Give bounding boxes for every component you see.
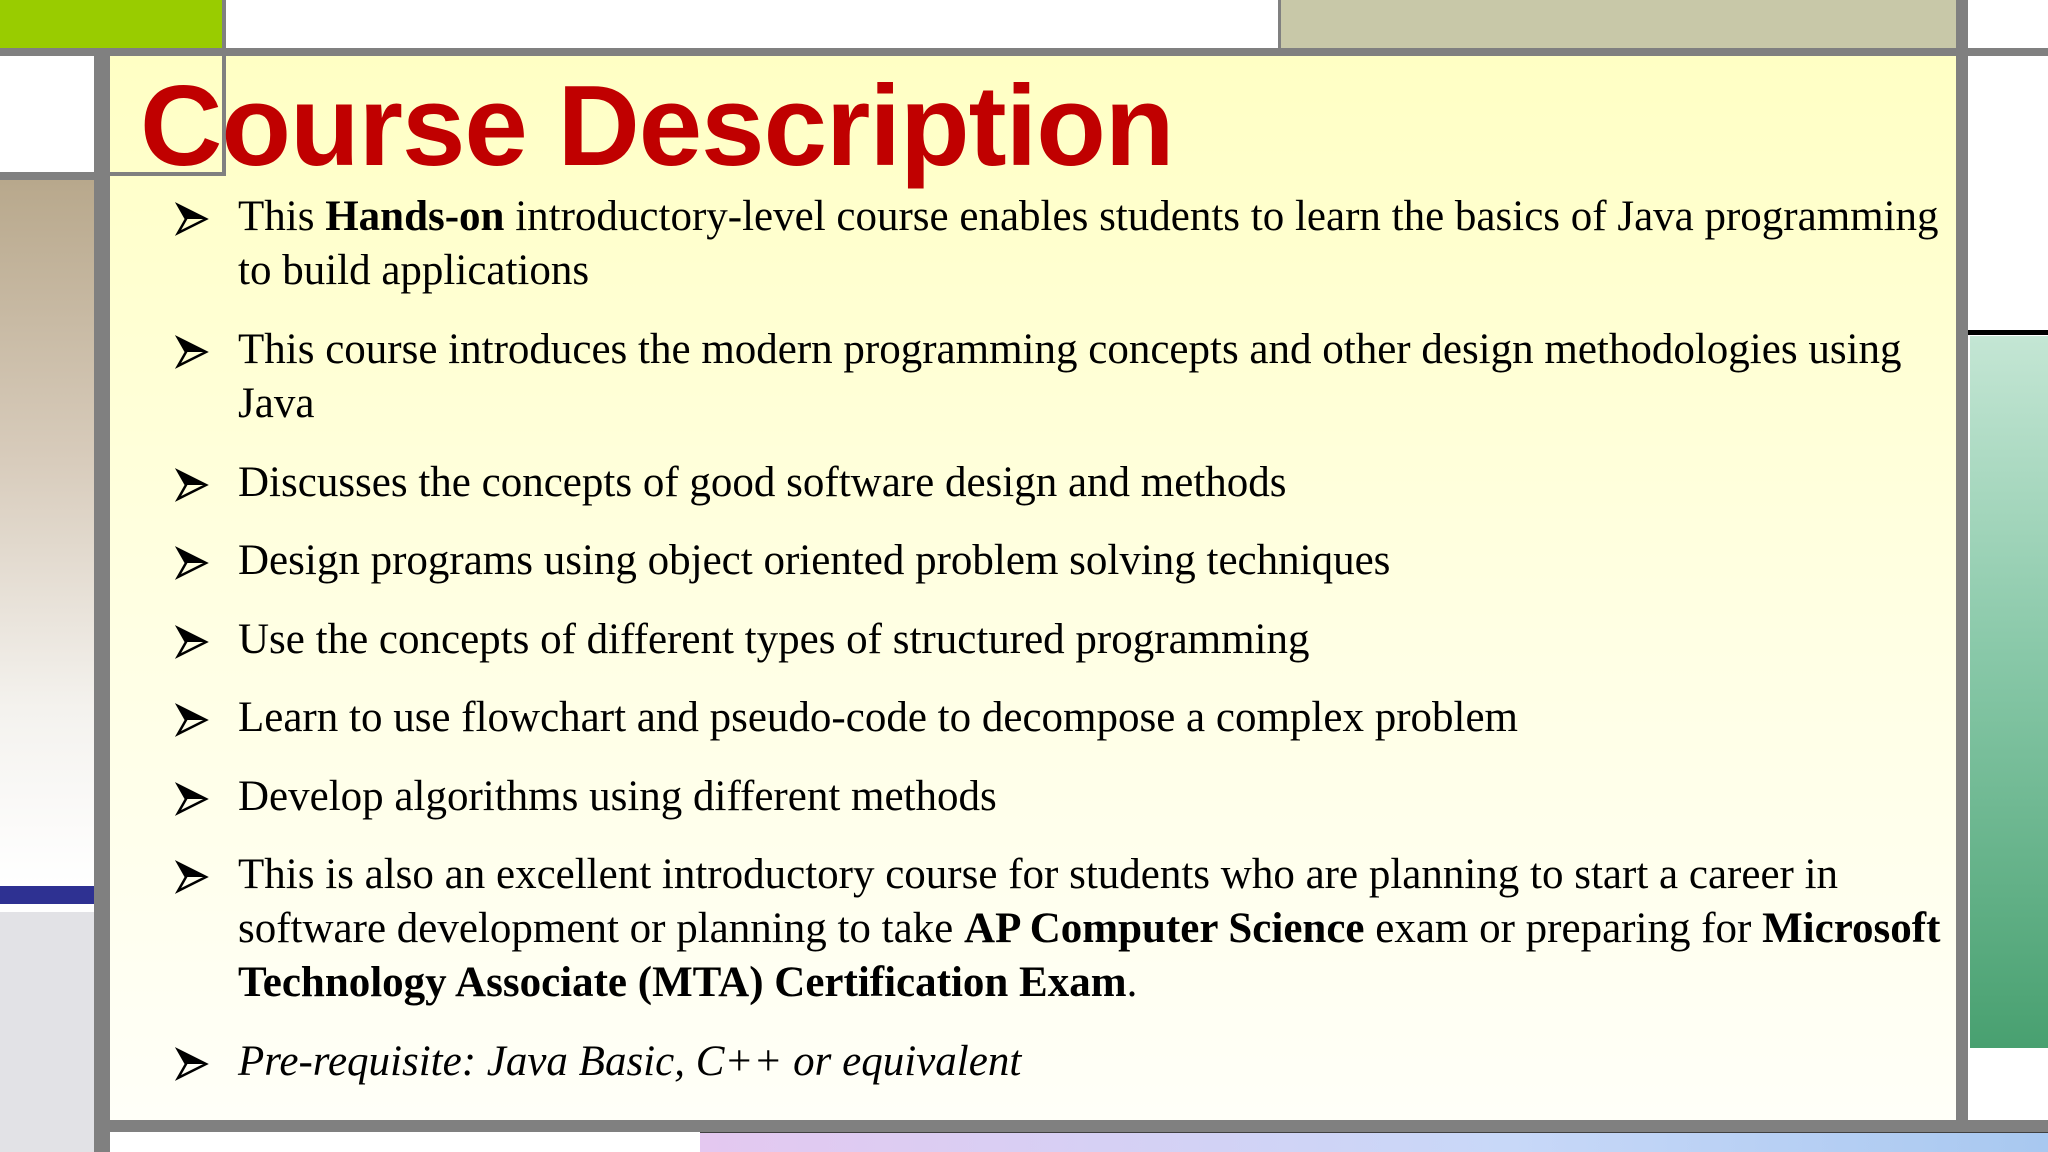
arrow-bullet-icon: [175, 782, 209, 816]
bullet-text-part: Design programs using object oriented problem solving techniques: [238, 537, 1391, 584]
arrow-bullet-icon: [175, 468, 209, 502]
slide-title: Course Description: [140, 63, 1174, 190]
bullet-text-part: Discusses the concepts of good software design and methods: [238, 459, 1287, 506]
bullet-text: [238, 770, 1953, 824]
bullet-text: [238, 323, 1953, 431]
bullet-text: [238, 1035, 1953, 1089]
bullet-text: [238, 534, 1953, 588]
bullet-text-part: This course introduces the modern programming concepts and other design methodologies using Java: [238, 326, 1902, 427]
bullet-text-part: This is also an excellent introductory course for students who are planning to start a career in software development or planning to take: [238, 851, 1839, 952]
bullet-text: [238, 456, 1953, 510]
bullet-text: [238, 848, 1953, 1010]
bullet-text-part: This: [238, 193, 326, 240]
arrow-bullet-icon: [175, 860, 209, 894]
bullet-text-part: Pre-requisite: Java Basic, C++ or equivalent: [238, 1038, 1022, 1085]
bullet-text: [238, 613, 1953, 667]
bullet-text: [238, 190, 1953, 298]
bullet-emphasis: AP Computer Science: [964, 905, 1365, 952]
bullet-emphasis: Microsoft Technology Associate (MTA) Certification Exam: [238, 905, 1941, 1006]
bullet-text-part: Use the concepts of different types of structured programming: [238, 616, 1310, 663]
bullet-text: [238, 691, 1953, 745]
arrow-bullet-icon: [175, 202, 209, 236]
arrow-bullet-icon: [175, 1047, 209, 1081]
bullet-text-part: Develop algorithms using different methods: [238, 773, 997, 820]
arrow-bullet-icon: [175, 625, 209, 659]
bullet-text-part: Learn to use flowchart and pseudo-code to decompose a complex problem: [238, 694, 1519, 741]
arrow-bullet-icon: [175, 546, 209, 580]
bullet-emphasis: Hands-on: [325, 193, 505, 240]
bullet-text-part: .: [1126, 959, 1138, 1006]
bullet-text-part: introductory-level course enables students to learn the basics of Java programming to build applications: [238, 193, 1939, 294]
arrow-bullet-icon: [175, 335, 209, 369]
bullet-text-part: exam or preparing for: [1364, 905, 1763, 952]
arrow-bullet-icon: [175, 703, 209, 737]
